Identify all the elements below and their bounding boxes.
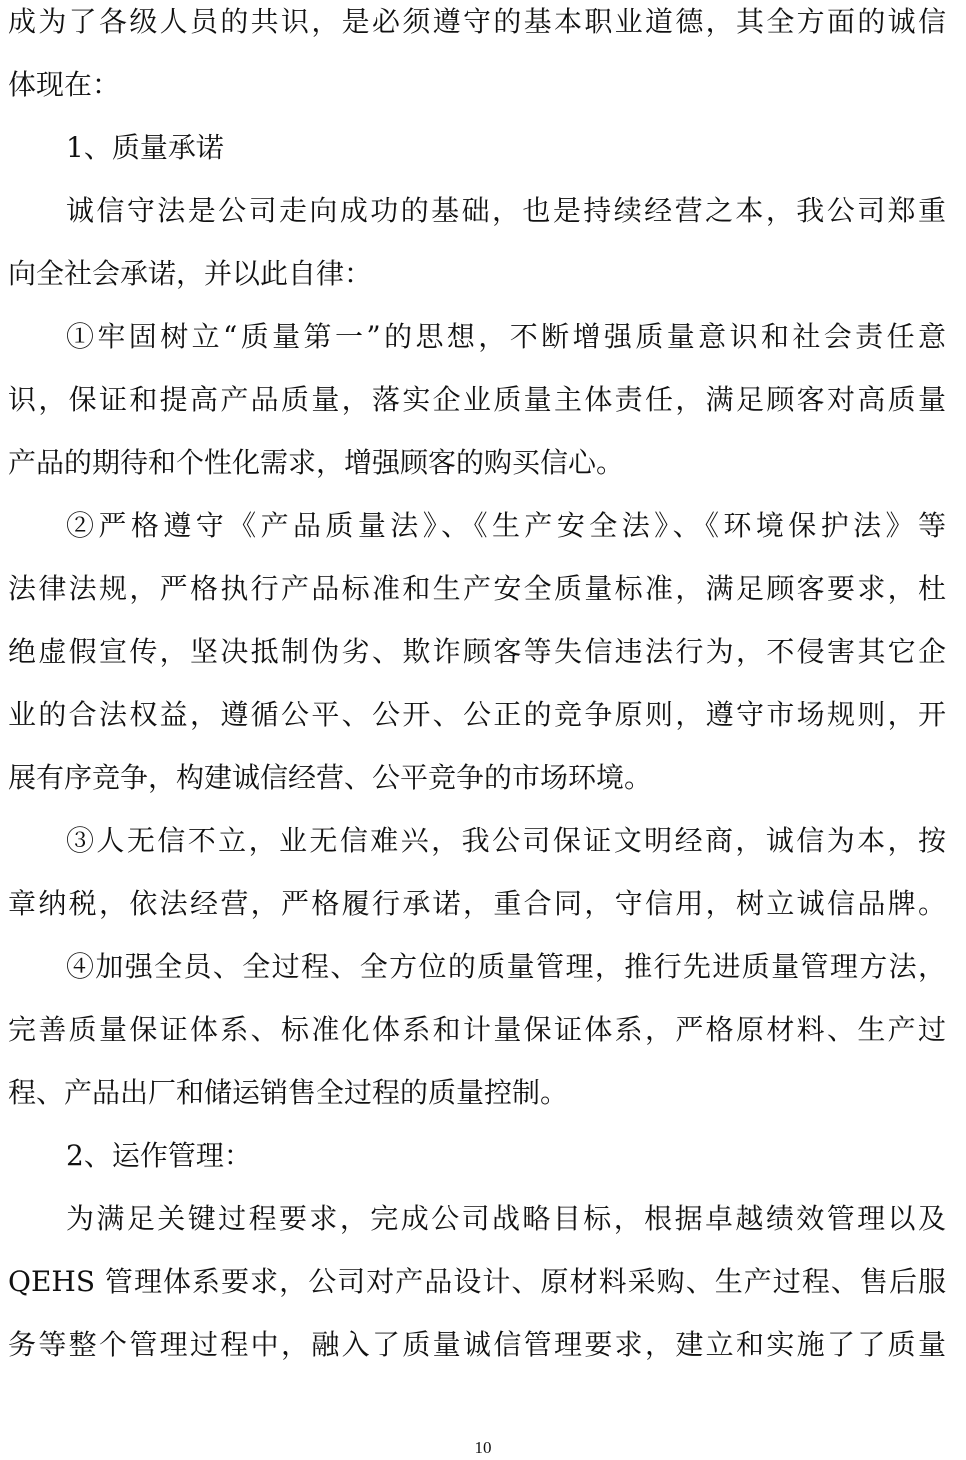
text-line: 体现在： xyxy=(8,68,121,101)
text-line: 向全社会承诺，并以此自律： xyxy=(8,257,373,290)
text-line: 展有序竞争，构建诚信经营、公平竞争的市场环境。 xyxy=(8,761,653,794)
text-line: ③人无信不立，业无信难兴，我公司保证文明经商，诚信为本，按 xyxy=(66,824,946,857)
page-number: 10 xyxy=(474,1438,492,1457)
text-line: ②严格遵守《产品质量法》、《生产安全法》、《环境保护法》等 xyxy=(66,509,946,542)
text-line: 业的合法权益，遵循公平、公开、公正的竞争原则，遵守市场规则，开 xyxy=(8,698,946,731)
text-line: 绝虚假宣传，坚决抵制伪劣、欺诈顾客等失信违法行为，不侵害其它企 xyxy=(8,635,946,668)
text-line: 务等整个管理过程中，融入了质量诚信管理要求，建立和实施了了质量 xyxy=(8,1328,946,1361)
text-line: 识，保证和提高产品质量，落实企业质量主体责任，满足顾客对高质量 xyxy=(8,383,946,416)
text-line: 章纳税，依法经营，严格履行承诺，重合同，守信用，树立诚信品牌。 xyxy=(8,887,946,920)
text-line: ④加强全员、全过程、全方位的质量管理，推行先进质量管理方法， xyxy=(66,950,946,983)
text-line: 程、产品出厂和储运销售全过程的质量控制。 xyxy=(8,1076,569,1109)
text-line: 为满足关键过程要求，完成公司战略目标，根据卓越绩效管理以及 xyxy=(66,1202,946,1235)
text-line: 法律法规，严格执行产品标准和生产安全质量标准，满足顾客要求，杜 xyxy=(8,572,946,605)
text-line: 完善质量保证体系、标准化体系和计量保证体系，严格原材料、生产过 xyxy=(8,1013,946,1046)
text-line: ①牢固树立“质量第一”的思想，不断增强质量意识和社会责任意 xyxy=(66,320,946,353)
text-line: 诚信守法是公司走向成功的基础，也是持续经营之本，我公司郑重 xyxy=(66,194,946,227)
text-line: 产品的期待和个性化需求，增强顾客的购买信心。 xyxy=(8,446,625,479)
text-line: 成为了各级人员的共识，是必须遵守的基本职业道德，其全方面的诚信 xyxy=(8,5,946,38)
section-heading: 2、运作管理： xyxy=(66,1139,252,1172)
section-heading: 1、质量承诺 xyxy=(66,131,224,164)
text-line: QEHS 管理体系要求，公司对产品设计、原材料采购、生产过程、售后服 xyxy=(8,1265,946,1298)
